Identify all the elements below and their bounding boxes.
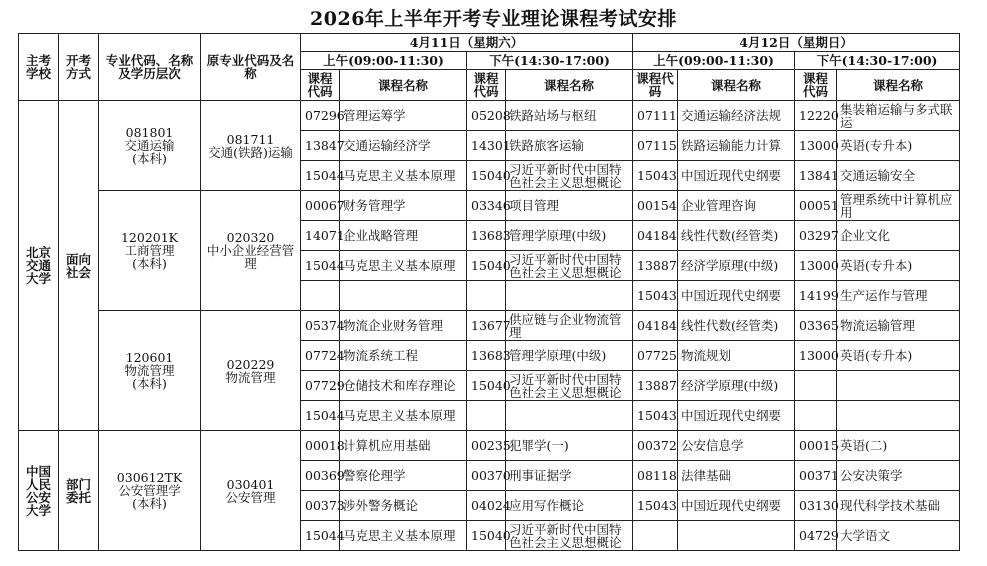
- course-name: 交通运输经济学: [340, 131, 467, 161]
- course-name: 英语(二): [837, 431, 960, 461]
- major-code: 120601: [125, 350, 174, 365]
- course-name: 公安信息学: [678, 431, 795, 461]
- table-row: [19, 431, 960, 461]
- course-name: 习近平新时代中国特色社会主义思想概论: [506, 161, 633, 191]
- course-name: 习近平新时代中国特色社会主义思想概论: [506, 251, 633, 281]
- course-code: 15040: [467, 371, 506, 401]
- course-name: 经济学原理(中级): [678, 251, 795, 281]
- course-code: 15040: [467, 251, 506, 281]
- header-day2: 4月12日（星期日）: [633, 34, 960, 52]
- course-code: 14301: [467, 131, 506, 161]
- course-name: 物流运输管理: [837, 311, 960, 341]
- course-code: 13000: [795, 341, 837, 371]
- course-code: 13677: [467, 311, 506, 341]
- course-code: 07724: [301, 341, 340, 371]
- original-major-name: 中小企业经营管理: [206, 243, 295, 271]
- course-code: 00373: [301, 491, 340, 521]
- course-code: 15043: [633, 281, 678, 311]
- major-cell: [99, 431, 201, 551]
- header-course: 课程名称: [678, 70, 795, 101]
- course-code: 00371: [795, 461, 837, 491]
- course-name: 习近平新时代中国特色社会主义思想概论: [506, 371, 633, 401]
- course-name: 马克思主义基本原理: [340, 161, 467, 191]
- course-name: 马克思主义基本原理: [340, 251, 467, 281]
- course-name: 财务管理学: [340, 191, 467, 221]
- course-name: 应用写作概论: [506, 491, 633, 521]
- header-major: 专业代码、名称及学历层次: [99, 34, 201, 101]
- page-title: 2026年上半年开考专业理论课程考试安排: [310, 8, 677, 30]
- course-code: 13000: [795, 251, 837, 281]
- exam-mode: 面向社会: [59, 101, 99, 431]
- header-code: 课程代码: [633, 70, 678, 101]
- course-code: 13887: [633, 251, 678, 281]
- header-day2-pm: 下午(14:30-17:00): [795, 52, 960, 70]
- course-code: 07729: [301, 371, 340, 401]
- course-name: 计算机应用基础: [340, 431, 467, 461]
- course-name: 铁路旅客运输: [506, 131, 633, 161]
- original-major-code: 030401: [226, 476, 275, 492]
- major-cell: [99, 101, 201, 191]
- course-name: 马克思主义基本原理: [340, 401, 467, 431]
- course-code: 03365: [795, 311, 837, 341]
- course-code: 03130: [795, 491, 837, 521]
- course-code: 03297: [795, 221, 837, 251]
- course-name: [678, 521, 795, 551]
- header-course: 课程名称: [506, 70, 633, 101]
- header-day1-pm: 下午(14:30-17:00): [467, 52, 633, 70]
- major-name: 交通运输: [124, 138, 175, 153]
- course-code: 13683: [467, 221, 506, 251]
- course-code: 00018: [301, 431, 340, 461]
- course-code: 04729: [795, 521, 837, 551]
- course-name: 管理学原理(中级): [506, 341, 633, 371]
- course-code: 00051: [795, 191, 837, 221]
- course-name: 物流系统工程: [340, 341, 467, 371]
- course-code: 15044: [301, 161, 340, 191]
- course-name: 犯罪学(一): [506, 431, 633, 461]
- header-course: 课程名称: [340, 70, 467, 101]
- header-original: 原专业代码及名称: [201, 34, 301, 101]
- original-major-cell: [201, 191, 301, 311]
- course-name: 马克思主义基本原理: [340, 521, 467, 551]
- exam-schedule-table: [18, 33, 960, 551]
- major-code: 081801: [125, 125, 174, 140]
- exam-mode: 部门委托: [59, 431, 99, 551]
- original-major-cell: [201, 311, 301, 431]
- course-name: 大学语文: [837, 521, 960, 551]
- course-name: [340, 281, 467, 311]
- course-name: 经济学原理(中级): [678, 371, 795, 401]
- course-code: 13887: [633, 371, 678, 401]
- course-name: 警察伦理学: [340, 461, 467, 491]
- course-name: 供应链与企业物流管理: [506, 311, 633, 341]
- major-name: 工商管理: [124, 243, 175, 258]
- header-day1: 4月11日（星期六）: [301, 34, 633, 52]
- course-code: 15044: [301, 251, 340, 281]
- course-name: 英语(专升本): [837, 131, 960, 161]
- course-name: 管理学原理(中级): [506, 221, 633, 251]
- course-code: 07111: [633, 101, 678, 131]
- original-major-code: 020320: [226, 230, 275, 245]
- major-level: (本科): [132, 376, 167, 391]
- course-code: 14071: [301, 221, 340, 251]
- header-school: 主考学校: [19, 34, 59, 101]
- course-code: 15044: [301, 401, 340, 431]
- course-code: [467, 401, 506, 431]
- course-code: 15040: [467, 521, 506, 551]
- course-code: 12220: [795, 101, 837, 131]
- course-code: 07725: [633, 341, 678, 371]
- major-code: 120201K: [120, 230, 179, 245]
- course-code: 00369: [301, 461, 340, 491]
- course-name: 项目管理: [506, 191, 633, 221]
- course-code: 00372: [633, 431, 678, 461]
- major-code: 030612TK: [116, 470, 183, 485]
- header-code: 课程代码: [301, 70, 340, 101]
- course-name: 集装箱运输与多式联运: [837, 101, 960, 131]
- course-name: [837, 401, 960, 431]
- course-name: 铁路站场与枢纽: [506, 101, 633, 131]
- course-code: [301, 281, 340, 311]
- course-code: [633, 521, 678, 551]
- course-code: 04184: [633, 221, 678, 251]
- course-name: [506, 281, 633, 311]
- course-code: 13000: [795, 131, 837, 161]
- original-major-cell: [201, 101, 301, 191]
- course-name: [506, 401, 633, 431]
- course-name: 英语(专升本): [837, 251, 960, 281]
- table-row: [19, 101, 960, 131]
- table-row: [19, 311, 960, 341]
- course-name: [837, 371, 960, 401]
- course-code: 13683: [467, 341, 506, 371]
- header-code: 课程代码: [467, 70, 506, 101]
- course-name: 物流企业财务管理: [340, 311, 467, 341]
- course-code: 15043: [633, 161, 678, 191]
- course-name: 现代科学技术基础: [837, 491, 960, 521]
- course-name: 法律基础: [678, 461, 795, 491]
- course-name: 生产运作与管理: [837, 281, 960, 311]
- course-name: 管理运筹学: [340, 101, 467, 131]
- course-code: 15040: [467, 161, 506, 191]
- course-code: [467, 281, 506, 311]
- course-name: 习近平新时代中国特色社会主义思想概论: [506, 521, 633, 551]
- original-major-code: 081711: [226, 131, 275, 147]
- major-level: (本科): [132, 496, 167, 511]
- course-code: 07296: [301, 101, 340, 131]
- course-code: 08118: [633, 461, 678, 491]
- course-name: 中国近现代史纲要: [678, 491, 795, 521]
- course-code: 04184: [633, 311, 678, 341]
- course-code: 04024: [467, 491, 506, 521]
- major-level: (本科): [132, 256, 167, 271]
- original-major-name: 公安管理: [225, 489, 276, 505]
- course-code: 03346: [467, 191, 506, 221]
- course-name: 交通运输经济法规: [678, 101, 795, 131]
- course-name: 物流规划: [678, 341, 795, 371]
- course-name: 企业战略管理: [340, 221, 467, 251]
- major-cell: [99, 191, 201, 311]
- course-code: 07115: [633, 131, 678, 161]
- course-name: 企业管理咨询: [678, 191, 795, 221]
- school-name: 中国人民公安大学: [19, 431, 59, 551]
- course-name: 企业文化: [837, 221, 960, 251]
- major-cell: [99, 311, 201, 431]
- course-code: 00235: [467, 431, 506, 461]
- course-name: 仓储技术和库存理论: [340, 371, 467, 401]
- course-name: 刑事证据学: [506, 461, 633, 491]
- course-code: 15043: [633, 401, 678, 431]
- original-major-name: 物流管理: [225, 369, 276, 385]
- course-code: 00370: [467, 461, 506, 491]
- course-name: 涉外警务概论: [340, 491, 467, 521]
- course-name: 英语(专升本): [837, 341, 960, 371]
- major-level: (本科): [132, 151, 167, 166]
- school-name: 北京交通大学: [19, 101, 59, 431]
- course-code: 00067: [301, 191, 340, 221]
- course-name: 中国近现代史纲要: [678, 281, 795, 311]
- original-major-name: 交通(铁路)运输: [208, 144, 293, 160]
- header-mode: 开考方式: [59, 34, 99, 101]
- course-code: 15044: [301, 521, 340, 551]
- header-course: 课程名称: [837, 70, 960, 101]
- table-row: [19, 191, 960, 221]
- original-major-code: 020229: [226, 356, 275, 372]
- course-code: 05208: [467, 101, 506, 131]
- course-code: [795, 401, 837, 431]
- course-name: 公安决策学: [837, 461, 960, 491]
- header-day1-am: 上午(09:00-11:30): [301, 52, 467, 70]
- course-name: 中国近现代史纲要: [678, 401, 795, 431]
- major-name: 公安管理学: [118, 483, 181, 498]
- course-code: 15043: [633, 491, 678, 521]
- course-name: 铁路运输能力计算: [678, 131, 795, 161]
- course-code: 14199: [795, 281, 837, 311]
- course-code: [795, 371, 837, 401]
- course-name: 管理系统中计算机应用: [837, 191, 960, 221]
- course-code: 00015: [795, 431, 837, 461]
- course-code: 05374: [301, 311, 340, 341]
- course-name: 中国近现代史纲要: [678, 161, 795, 191]
- course-code: 13841: [795, 161, 837, 191]
- major-name: 物流管理: [124, 363, 175, 378]
- original-major-cell: [201, 431, 301, 551]
- course-code: 13847: [301, 131, 340, 161]
- course-name: 线性代数(经管类): [678, 311, 795, 341]
- header-code: 课程代码: [795, 70, 837, 101]
- header-day2-am: 上午(09:00-11:30): [633, 52, 795, 70]
- course-code: 00154: [633, 191, 678, 221]
- course-name: 线性代数(经管类): [678, 221, 795, 251]
- course-name: 交通运输安全: [837, 161, 960, 191]
